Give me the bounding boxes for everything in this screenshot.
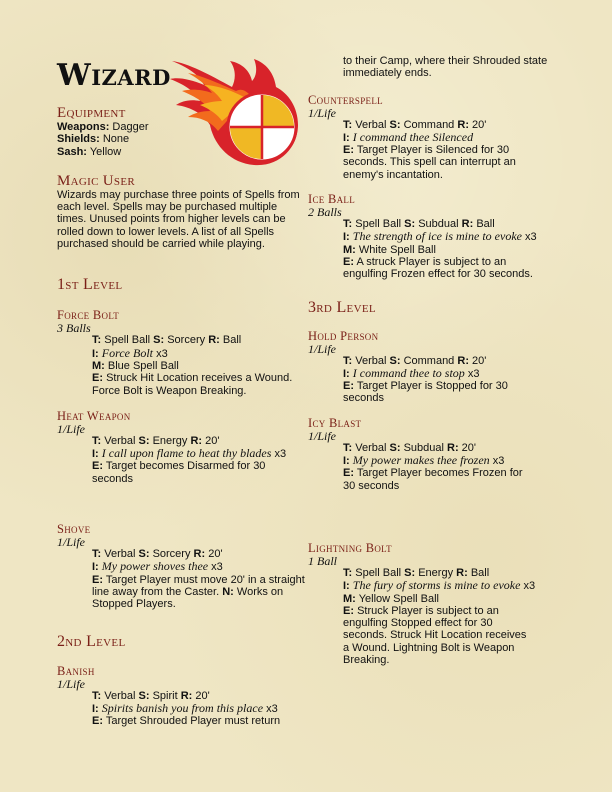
spell-effect: Target becomes Disarmed for 30 seconds (92, 460, 266, 485)
range-key: R: (457, 118, 469, 131)
spell-name: Lightning Bolt (308, 540, 392, 555)
spell-range: Ball (222, 334, 242, 347)
spell-body (57, 435, 305, 485)
school-key: S: (389, 441, 401, 454)
spell-range: 20' (208, 548, 223, 561)
effect-key: E: (92, 460, 103, 473)
spell-body (308, 442, 528, 492)
spell-body (308, 119, 523, 181)
spell-school: Sorcery (167, 334, 206, 347)
equipment-label: Sash: (57, 145, 87, 158)
type-key: T: (343, 218, 353, 231)
spell-icy-blast (308, 417, 560, 492)
spell-effect: Target Player becomes Frozen for 30 seconds (343, 467, 523, 492)
effect-key: E: (92, 573, 103, 586)
incant-repeat: x3 (525, 231, 537, 244)
spell-range: 20' (205, 434, 220, 447)
range-key: R: (461, 218, 474, 231)
incant-repeat: x3 (274, 448, 287, 461)
effect-key: E: (92, 715, 103, 728)
spell-incant: I command thee Silenced (352, 129, 474, 144)
spell-counterspell (308, 94, 560, 181)
range-key: R: (180, 689, 193, 702)
spell-heat-weapon (57, 410, 305, 485)
equipment-item (57, 133, 305, 145)
spell-effect: Target Player is Stopped for 30 seconds (343, 380, 508, 405)
incant-key: I: (343, 131, 350, 144)
material-key: M: (92, 359, 105, 372)
type-key: T: (92, 434, 102, 447)
spell-type: Verbal (104, 689, 136, 702)
spell-body (57, 334, 305, 396)
spell-school: Energy (418, 566, 454, 579)
equipment-label: Weapons: (57, 121, 110, 133)
spell-type: Verbal (104, 434, 136, 447)
level1-heading: 1st Level (57, 276, 123, 294)
effect-key: E: (343, 255, 354, 268)
spell-uses: 1 Ball (308, 553, 337, 568)
spell-effect: Target Shrouded Player must return (105, 715, 281, 728)
equipment-value: Dagger (112, 121, 149, 133)
type-key: T: (343, 441, 353, 454)
spell-range: 20' (472, 118, 487, 131)
spell-name: Hold Person (308, 328, 379, 343)
incant-repeat: x3 (467, 367, 480, 380)
school-key: S: (138, 548, 150, 561)
spell-uses: 3 Balls (57, 321, 91, 336)
spell-type: Verbal (355, 441, 387, 454)
spell-body (308, 567, 560, 666)
right-column (308, 55, 560, 666)
school-key: S: (389, 354, 401, 367)
range-key: R: (193, 548, 206, 561)
spell-school: Subdual (403, 441, 444, 454)
spell-school: Command (403, 118, 455, 131)
spell-type: Verbal (355, 118, 387, 131)
spell-uses: 2 Balls (308, 205, 342, 220)
range-key: R: (208, 334, 220, 347)
spell-type: Verbal (104, 548, 136, 561)
incant-key: I: (343, 455, 350, 468)
spell-effect: Target Player is Silenced for 30 seconds. This spell can interrupt an enemy's incantation. (343, 144, 516, 181)
incant-key: I: (92, 561, 99, 574)
spell-school: Spirit (152, 689, 178, 702)
incant-key: I: (92, 702, 99, 715)
type-key: T: (343, 118, 353, 131)
incant-key: I: (343, 367, 350, 380)
range-key: R: (190, 434, 203, 447)
spell-school: Energy (152, 434, 188, 447)
spell-range: 20' (472, 354, 487, 367)
equipment-value: Yellow (89, 145, 122, 158)
equipment-heading: Equipment (57, 105, 126, 121)
range-key: R: (447, 441, 459, 454)
spell-type: Spell Ball (104, 334, 151, 347)
spell-note: Works on Stopped Players. (92, 585, 284, 611)
spell-effect: A struck Player is subject to an engulfing Frozen effect for 30 seconds. (343, 255, 533, 281)
spell-effect: Struck Hit Location receives a Wound. Force Bolt is Weapon Breaking. (92, 372, 293, 397)
spell-body (57, 690, 305, 728)
spell-body (308, 355, 518, 405)
incant-repeat: x3 (266, 702, 278, 715)
spell-name: Icy Blast (308, 415, 362, 430)
spell-incant: I call upon flame to heat thy blades (101, 446, 272, 461)
level2-heading: 2nd Level (57, 632, 126, 650)
type-key: T: (343, 354, 353, 367)
type-key: T: (343, 566, 353, 579)
effect-key: E: (92, 372, 103, 385)
school-key: S: (153, 334, 165, 347)
type-key: T: (92, 689, 102, 702)
spell-ice-ball (308, 193, 560, 280)
type-key: T: (92, 548, 102, 561)
effect-key: E: (343, 380, 354, 393)
incant-key: I: (92, 448, 99, 461)
school-key: S: (138, 689, 150, 702)
spell-effect: Struck Player is subject to an engulfing Stopped effect for 30 seconds. Struck Hit Location receives a Wound. Lightning Bolt is Weapon Breaking. (343, 604, 527, 667)
material-key: M: (343, 592, 356, 605)
spell-name: Shove (57, 522, 91, 537)
incant-key: I: (343, 580, 350, 593)
left-column (57, 55, 305, 727)
incant-repeat: x3 (211, 561, 223, 574)
spell-name: Counterspell (308, 92, 383, 107)
spell-range: 20' (461, 441, 477, 454)
spell-material: Yellow Spell Ball (358, 592, 439, 605)
spell-uses: 1/Life (308, 341, 337, 356)
spell-type: Spell Ball (355, 218, 402, 231)
spell-name: Banish (57, 663, 95, 678)
spell-material: White Spell Ball (358, 243, 436, 256)
type-key: T: (92, 334, 102, 347)
magic-user-text: Wizards may purchase three points of Spells from each level. Spells may be purchased multiple times. Unused points from higher levels can be rolled down to lower levels. A list of all Spells purchased should be carried while playing. (57, 188, 300, 251)
range-key: R: (457, 354, 469, 367)
effect-key: E: (343, 144, 354, 157)
spell-name: Ice Ball (308, 192, 356, 207)
incant-key: I: (92, 347, 99, 360)
effect-key: E: (343, 604, 354, 617)
spell-effect: Target Player must move 20' in a straight line away from the Caster. (92, 573, 305, 598)
school-key: S: (404, 566, 416, 579)
spell-hold-person (308, 330, 560, 405)
school-key: S: (138, 434, 150, 447)
spell-incant: I command thee to stop (352, 365, 465, 380)
page-title: Wizard (57, 58, 171, 93)
spell-school: Sorcery (152, 548, 191, 561)
spell-lightning-bolt (308, 542, 560, 666)
range-key: R: (456, 566, 468, 579)
incant-repeat: x3 (523, 580, 536, 593)
spell-incant: The fury of storms is mine to evoke (352, 578, 521, 593)
spell-school: Subdual (418, 218, 459, 231)
incant-key: I: (343, 231, 350, 244)
magic-user-heading: Magic User (57, 172, 135, 189)
spell-uses: 1/Life (308, 428, 337, 443)
spell-incant: My power makes thee frozen (352, 453, 490, 468)
equipment-list (57, 121, 305, 158)
spell-range: 20' (195, 689, 210, 702)
incant-repeat: x3 (492, 455, 505, 468)
spell-name: Heat Weapon (57, 408, 131, 423)
spell-range: Ball (476, 218, 495, 231)
spell-body (308, 218, 560, 280)
level3-heading: 3rd Level (308, 298, 376, 316)
spell-uses: 1/Life (57, 421, 86, 436)
spell-body (57, 548, 305, 610)
equipment-item (57, 146, 305, 158)
equipment-value: None (102, 133, 130, 146)
banish-effect-continued: to their Camp, where their Shrouded state immediately ends. (343, 55, 548, 80)
spell-banish (57, 665, 305, 728)
effect-key: E: (343, 467, 354, 480)
material-key: M: (343, 243, 356, 256)
school-key: S: (389, 118, 401, 131)
spell-uses: 1/Life (57, 676, 86, 691)
spell-uses: 1/Life (57, 535, 86, 550)
spell-name: Force Bolt (57, 308, 120, 323)
school-key: S: (404, 218, 416, 231)
spell-incant: My power shoves thee (101, 559, 209, 574)
spell-shove (57, 523, 305, 610)
note-key: N: (222, 585, 234, 598)
spell-force-bolt (57, 309, 305, 396)
spell-school: Command (403, 354, 455, 367)
spell-uses: 1/Life (308, 105, 337, 120)
incant-repeat: x3 (156, 347, 168, 360)
spell-material: Blue Spell Ball (107, 359, 179, 372)
equipment-item (57, 121, 305, 133)
spell-range: Ball (470, 566, 490, 579)
spell-incant: Spirits banish you from this place (101, 700, 264, 715)
spell-type: Spell Ball (355, 566, 402, 579)
spell-incant: The strength of ice is mine to evoke (352, 229, 522, 244)
spell-incant: Force Bolt (101, 345, 154, 360)
equipment-label: Shields: (57, 133, 100, 146)
spell-type: Verbal (355, 354, 387, 367)
